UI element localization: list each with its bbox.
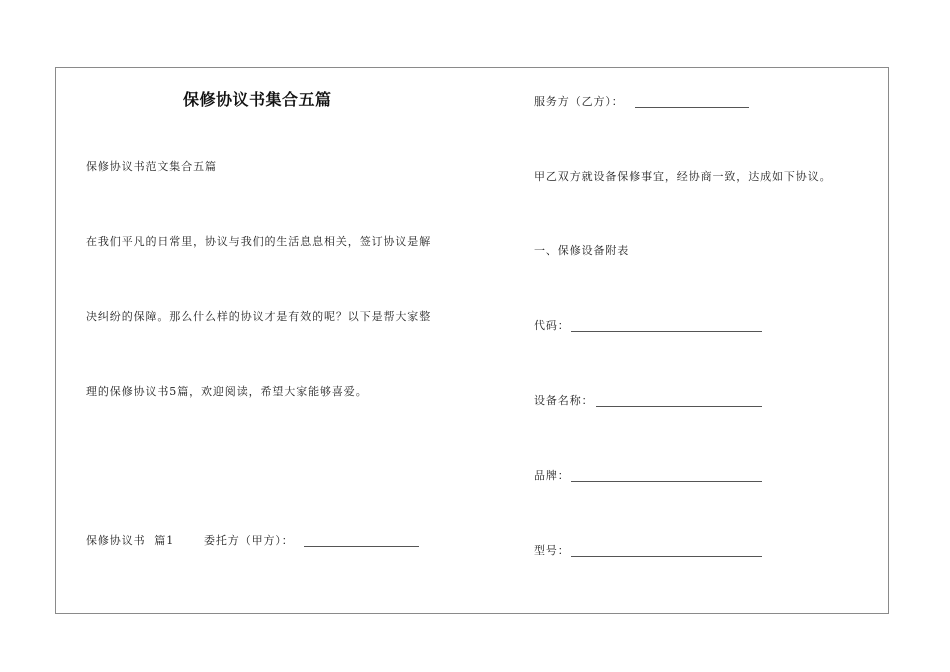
document-page-frame (55, 67, 889, 614)
provider-party-blank (635, 107, 749, 108)
document-title: 保修协议书集合五篇 (183, 90, 332, 109)
section-label: 保修协议书 篇1 (86, 534, 175, 547)
device-name-blank (596, 406, 762, 407)
model-label: 型号： (534, 544, 570, 557)
agreement-statement: 甲乙双方就设备保修事宜，经协商一致，达成如下协议。 (534, 170, 832, 183)
client-party-label: 委托方（甲方）： (204, 534, 294, 547)
appendix-heading: 一、保修设备附表 (534, 244, 630, 257)
intro-paragraph-line-1: 在我们平凡的日常里，协议与我们的生活息息相关，签订协议是解 (86, 235, 432, 248)
model-blank (571, 556, 762, 557)
brand-blank (571, 481, 762, 482)
code-blank (571, 331, 762, 332)
provider-party-label: 服务方（乙方）： (534, 95, 624, 108)
client-party-blank (304, 546, 419, 547)
device-name-label: 设备名称： (534, 394, 594, 407)
document-subtitle: 保修协议书范文集合五篇 (86, 160, 217, 173)
intro-paragraph-line-3: 理的保修协议书5篇，欢迎阅读，希望大家能够喜爱。 (86, 385, 368, 398)
code-label: 代码： (534, 319, 570, 332)
brand-label: 品牌： (534, 469, 570, 482)
intro-paragraph-line-2: 决纠纷的保障。那么什么样的协议才是有效的呢？以下是帮大家整 (86, 310, 432, 323)
